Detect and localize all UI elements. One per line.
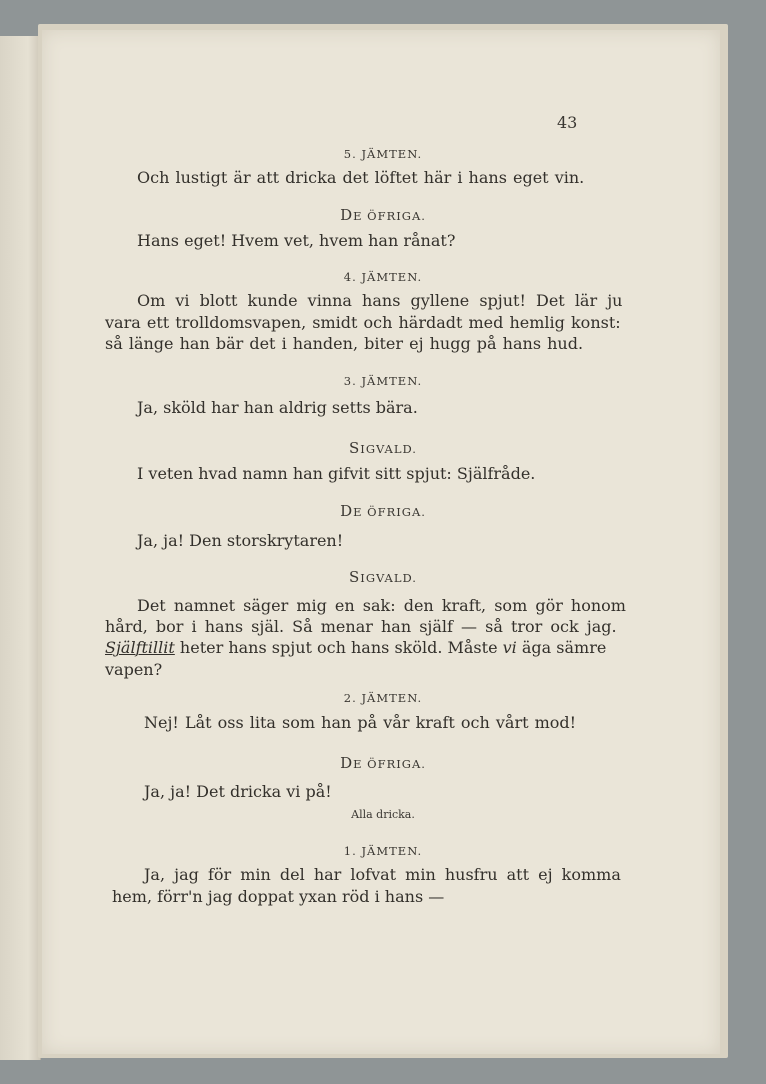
emphasis-word: vi (502, 638, 517, 657)
dialogue-line: Hans eget! Hvem vet, hvem han rånat? (137, 231, 456, 250)
speaker-heading: 1. JÄMTEN. (343, 844, 423, 858)
speaker-heading: SIGVALD. (349, 439, 417, 457)
emphasis-word: Själftillit (105, 638, 175, 657)
dialogue-line: Själftillit heter hans spjut och hans sköld. Måste vi äga sämre (105, 638, 607, 657)
previous-page-edge (0, 36, 41, 1060)
dialogue-line: Ja, jag för min del har lofvat min husfru att ej komma (144, 865, 621, 884)
speaker-heading: DE ÖFRIGA. (340, 754, 426, 772)
speaker-heading: DE ÖFRIGA. (340, 502, 426, 520)
dialogue-line: så länge han bär det i handen, biter ej hugg på hans hud. (105, 334, 584, 353)
speaker-heading: 4. JÄMTEN. (343, 270, 423, 284)
dialogue-line: vara ett trolldomsvapen, smidt och härdadt med hemlig konst: (105, 313, 621, 332)
speaker-heading: 5. JÄMTEN. (343, 147, 423, 161)
speaker-heading: DE ÖFRIGA. (340, 206, 426, 224)
stage-direction: Alla dricka. (351, 808, 415, 821)
dialogue-line: vapen? (105, 660, 163, 679)
dialogue-line: Nej! Låt oss lita som han på vår kraft och vårt mod! (144, 713, 577, 732)
dialogue-line: Ja, sköld har han aldrig setts bära. (137, 398, 418, 417)
dialogue-line: Ja, ja! Det dricka vi på! (144, 782, 332, 801)
dialogue-line: Om vi blott kunde vinna hans gyllene spjut! Det lär ju (137, 291, 623, 310)
dialogue-line: hem, förr'n jag doppat yxan röd i hans — (112, 887, 445, 906)
page-number: 43 (557, 113, 578, 132)
speaker-heading: 3. JÄMTEN. (343, 374, 423, 388)
dialogue-line: Det namnet säger mig en sak: den kraft, som gör honom (137, 596, 626, 615)
speaker-heading: SIGVALD. (349, 568, 417, 586)
speaker-heading: 2. JÄMTEN. (343, 691, 423, 705)
dialogue-line: hård, bor i hans själ. Så menar han själf — så tror ock jag. (105, 617, 617, 636)
dialogue-line: I veten hvad namn han gifvit sitt spjut: Själfråde. (137, 464, 536, 483)
dialogue-line: Och lustigt är att dricka det löftet här i hans eget vin. (137, 168, 585, 187)
dialogue-line: Ja, ja! Den storskrytaren! (137, 531, 344, 550)
